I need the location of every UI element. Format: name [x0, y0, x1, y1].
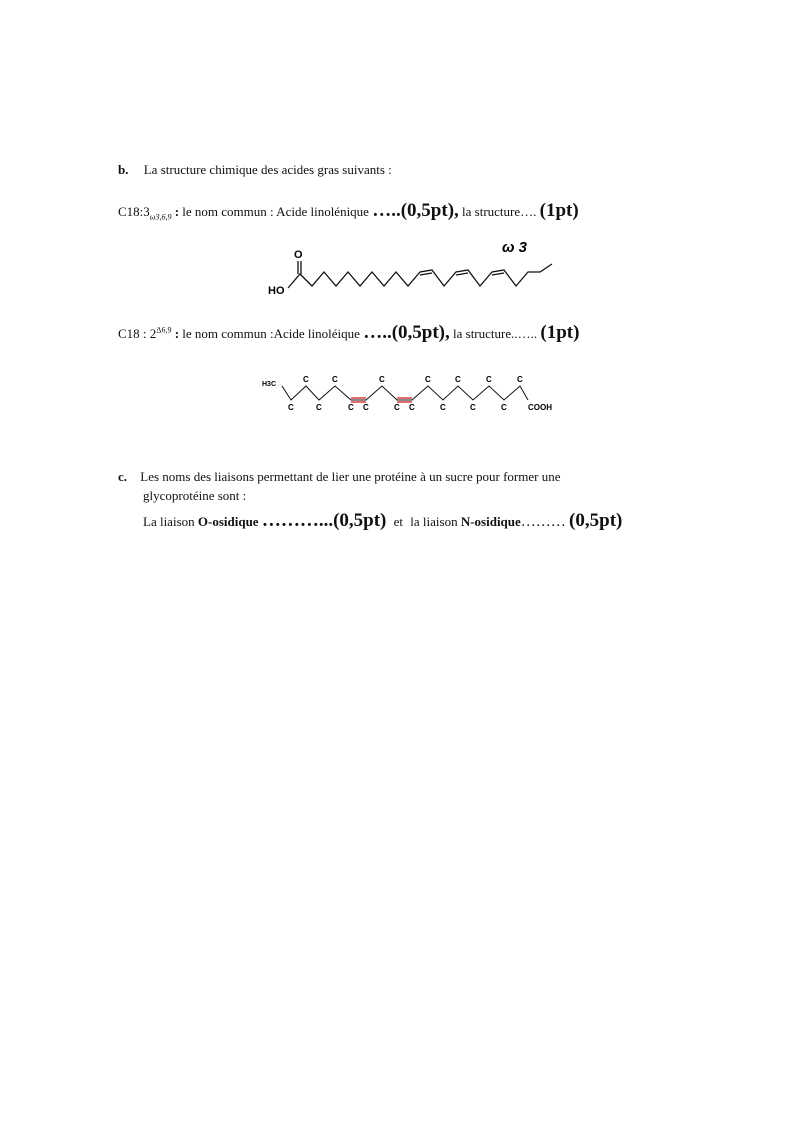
- cooh-label: COOH: [528, 403, 552, 412]
- bond1-score: (0,5pt): [333, 510, 387, 531]
- carbon-atom-label: C: [348, 403, 354, 412]
- carbon-labels: [288, 375, 523, 412]
- bond2-dots: ………: [520, 514, 566, 530]
- carbon-atom-label: C: [303, 375, 309, 384]
- carbon-atom-label: C: [316, 403, 322, 412]
- carbon-atom-label: C: [288, 403, 294, 412]
- bond2-score: (0,5pt): [569, 510, 623, 531]
- double-bond-1: [420, 273, 432, 275]
- acid2-delta-superscript: Δ6,9: [156, 325, 172, 335]
- double-bond-3: [492, 273, 504, 275]
- section-c-line1-text: Les noms des liaisons permettant de lier une protéine à un sucre pour former une: [140, 469, 561, 484]
- acid2-dots: …..: [363, 322, 392, 343]
- section-c-line1: [118, 469, 560, 485]
- acid1-omega-subscript: ω3,6,9: [149, 212, 172, 222]
- carbon-atom-label: C: [470, 403, 476, 412]
- omega3-label: ω 3: [502, 239, 528, 256]
- acid2-line: [118, 322, 579, 344]
- carbon-atom-label: C: [486, 375, 492, 384]
- et-word: et: [393, 514, 404, 529]
- oxygen-label: O: [294, 249, 303, 261]
- acid2-structure-label: la structure..…..: [453, 326, 538, 341]
- acid1-name-label: le nom commun : Acide linolénique: [182, 204, 369, 219]
- carbon-atom-label: C: [394, 403, 400, 412]
- acid2-name-label: le nom commun :Acide linoléique: [182, 326, 360, 341]
- carbon-atom-label: C: [363, 403, 369, 412]
- acid1-score2: (1pt): [539, 200, 579, 221]
- linoleic-acid-structure: [258, 374, 568, 418]
- carbon-atom-label: C: [409, 403, 415, 412]
- carbon-atom-label: C: [379, 375, 385, 384]
- h3c-label: H3C: [262, 381, 277, 388]
- section-b-marker: b.: [118, 162, 129, 177]
- bond1-dots: ………...: [261, 510, 334, 531]
- acid1-score1: (0,5pt),: [400, 200, 459, 221]
- carbon-atom-label: C: [440, 403, 446, 412]
- acid2-colon: :: [174, 326, 180, 341]
- acid1-line: [118, 200, 579, 222]
- carbon-atom-label: C: [332, 375, 338, 384]
- carbon-atom-label: C: [455, 375, 461, 384]
- acid1-structure-label: la structure….: [462, 204, 537, 219]
- bond1-prefix: La liaison: [143, 514, 195, 529]
- carbon-chain: [288, 264, 552, 288]
- hydroxyl-label: HO: [268, 285, 285, 297]
- acid1-dots: …..: [372, 200, 401, 221]
- carbon-atom-label: C: [425, 375, 431, 384]
- acid1-code: C18:3: [118, 204, 150, 219]
- linolenic-acid-structure: [262, 236, 562, 300]
- bond2-name: N-osidique: [460, 514, 521, 529]
- section-c-line2: glycoprotéine sont :: [143, 488, 247, 503]
- section-b-heading: [118, 162, 392, 178]
- carbon-atom-label: C: [501, 403, 507, 412]
- acid2-score1: (0,5pt),: [391, 322, 450, 343]
- double-bond-2: [456, 273, 468, 275]
- section-b-heading-text: La structure chimique des acides gras suivants :: [143, 162, 392, 177]
- bond1-name: O-osidique: [197, 514, 259, 529]
- acid2-score2: (1pt): [540, 322, 580, 343]
- acid2-code: C18 : 2: [118, 326, 157, 341]
- section-c-marker: c.: [118, 469, 128, 484]
- bond2-prefix: la liaison: [410, 514, 458, 529]
- acid1-colon: :: [174, 204, 180, 219]
- carbon-atom-label: C: [517, 375, 523, 384]
- section-c-answer-line: [143, 510, 622, 532]
